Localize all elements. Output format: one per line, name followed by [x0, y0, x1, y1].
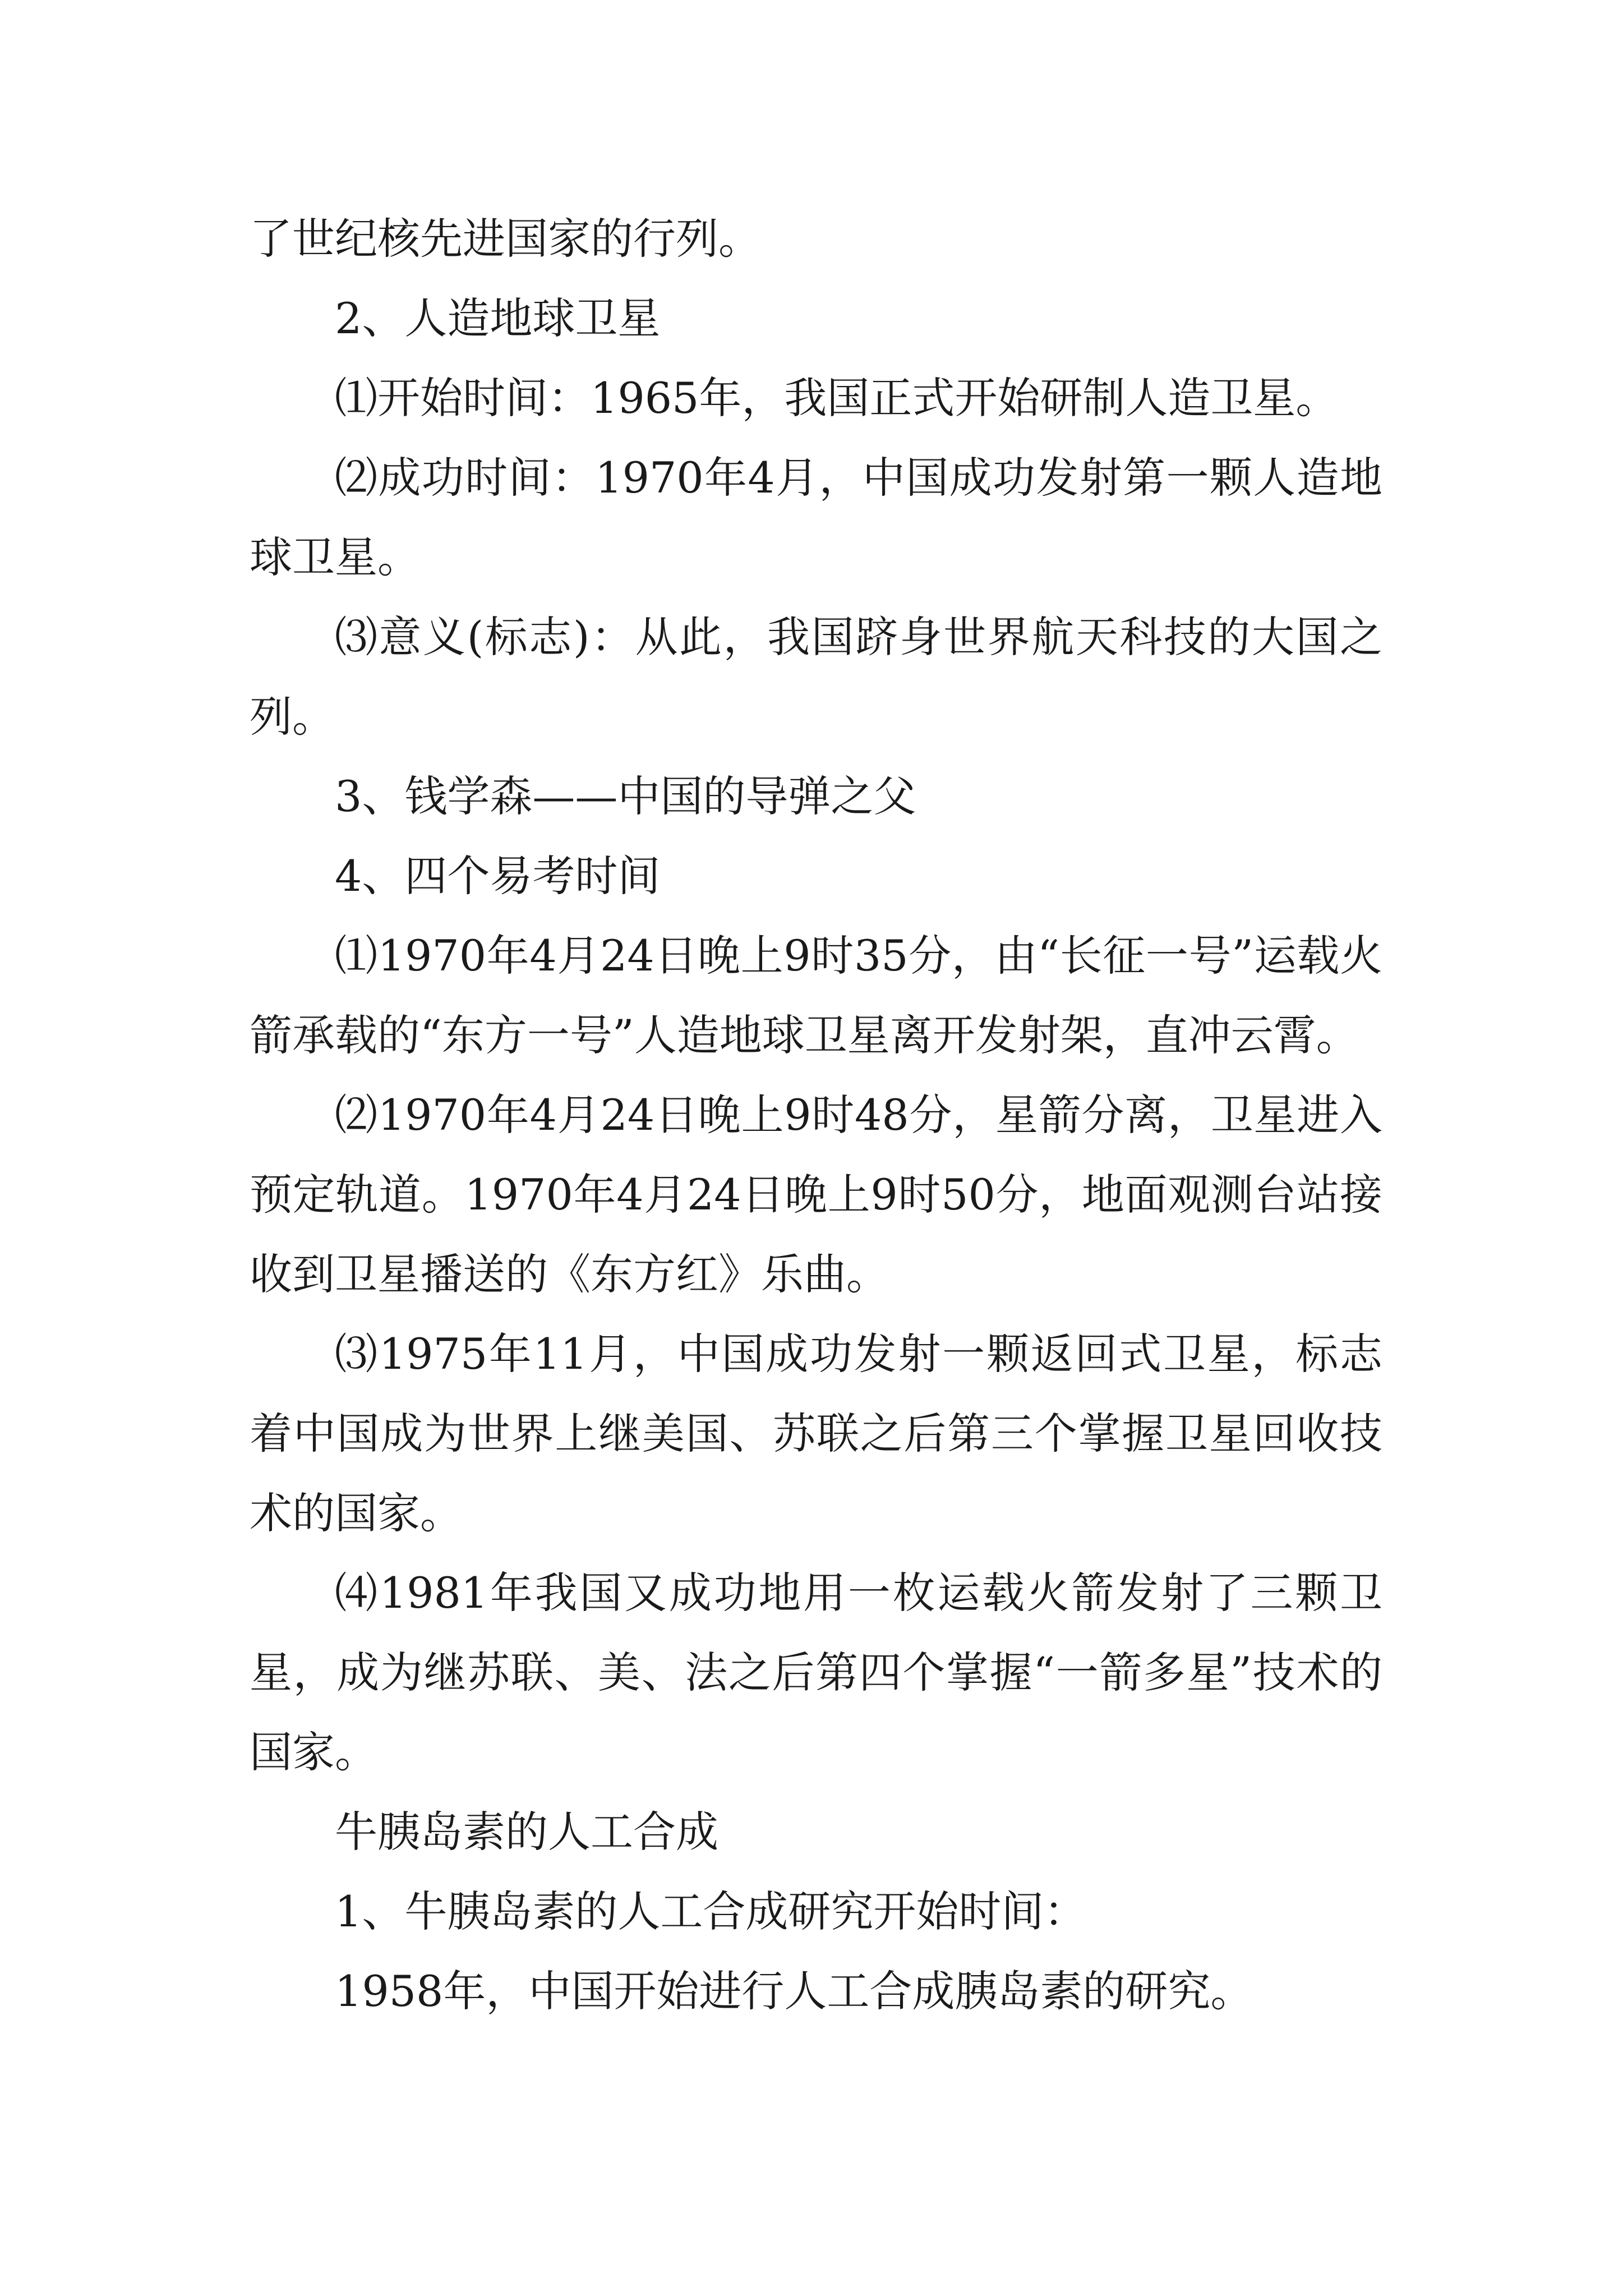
paragraph-time-3: ⑶1975年11月，中国成功发射一颗返回式卫星，标志着中国成为世界上继美国、苏联之后第三个掌握卫星回收技术的国家。: [250, 1329, 1382, 1538]
paragraph-success-time: ⑵成功时间：1970年4月，中国成功发射第一颗人造地球卫星。: [250, 453, 1382, 582]
paragraph-insulin-start-heading: 1、牛胰岛素的人工合成研究开始时间：: [335, 1887, 1087, 1936]
section-heading-qian-xuesen: 3、钱学森——中国的导弹之父: [335, 771, 916, 821]
paragraph-time-1: ⑴1970年4月24日晚上9时35分，由“长征一号”运载火箭承载的“东方一号”人造地球卫星离开发射架，直冲云霄。: [250, 931, 1382, 1060]
section-heading-four-times: 4、四个易考时间: [335, 851, 661, 901]
paragraph-significance: ⑶意义(标志)：从此，我国跻身世界航天科技的大国之列。: [250, 612, 1382, 742]
paragraph-insulin-1958: 1958年，中国开始进行人工合成胰岛素的研究。: [335, 1966, 1253, 2016]
paragraph-time-2: ⑵1970年4月24日晚上9时48分，星箭分离，卫星进入预定轨道。1970年4月24日晚上9时50分，地面观测台站接收到卫星播送的《东方红》乐曲。: [250, 1090, 1382, 1299]
paragraph-continuation: 了世纪核先进国家的行列。: [250, 214, 761, 264]
section-heading-insulin: 牛胰岛素的人工合成: [335, 1807, 718, 1857]
paragraph-start-time: ⑴开始时间：1965年，我国正式开始研制人造卫星。: [335, 373, 1339, 423]
paragraph-time-4: ⑷1981年我国又成功地用一枚运载火箭发射了三颗卫星，成为继苏联、美、法之后第四个掌握“一箭多星”技术的国家。: [250, 1568, 1382, 1777]
section-heading-satellite: 2、人造地球卫星: [335, 293, 661, 343]
document-body: [250, 199, 1382, 2031]
